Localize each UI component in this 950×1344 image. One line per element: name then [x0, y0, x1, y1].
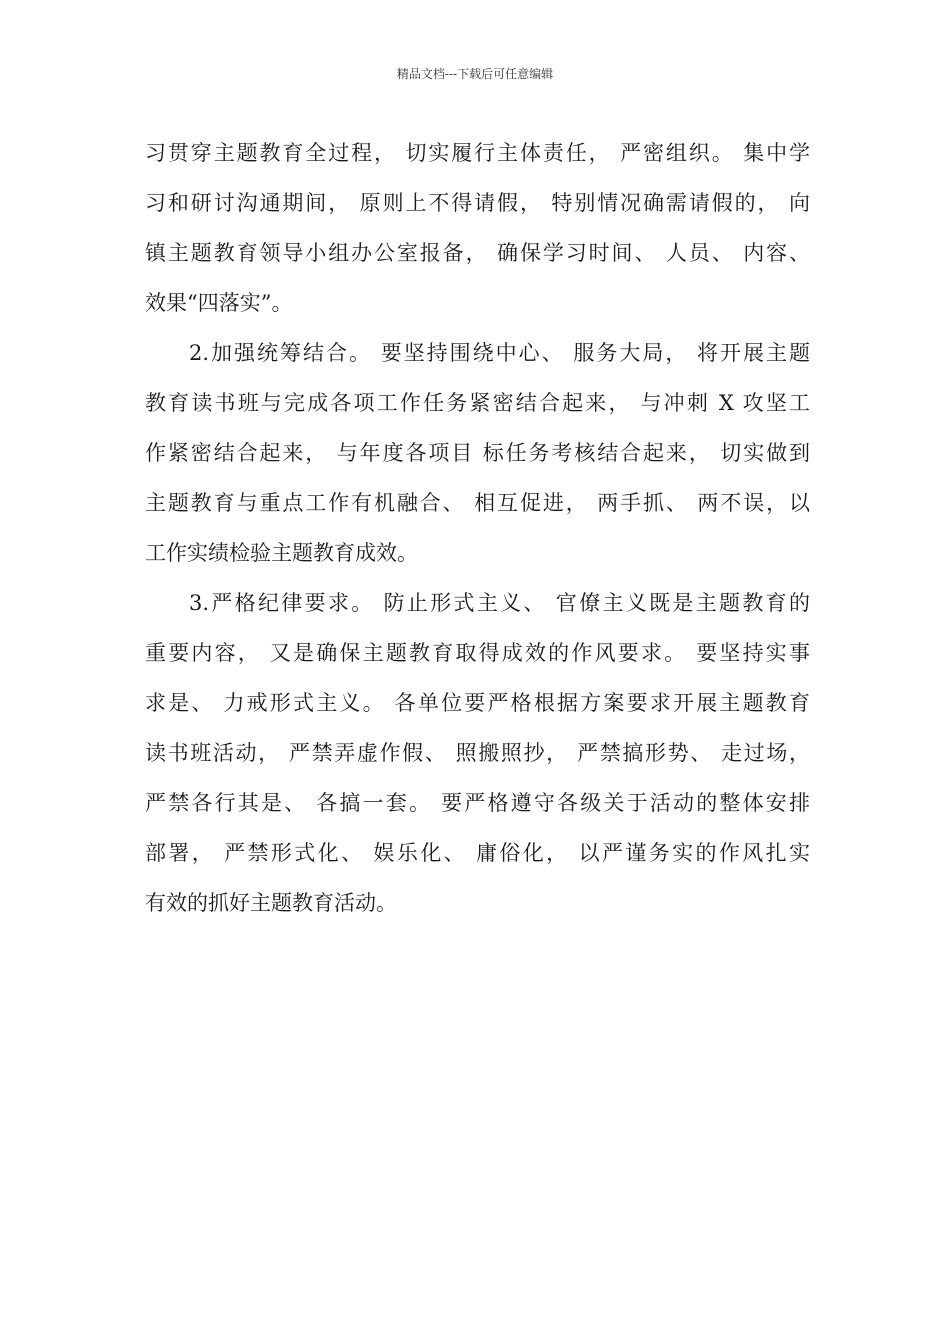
text-line: 教育读书班与完成各项工作任务紧密结合起来， 与冲刺 X 攻坚工	[145, 391, 810, 415]
page-header: 精品文档---下载后可任意编辑	[396, 67, 554, 81]
document-body	[145, 128, 810, 928]
text-line: 严禁各行其是、 各搞一套。 要严格遵守各级关于活动的整体安排	[145, 791, 810, 815]
text-line: 读书班活动， 严禁弄虚作假、 照搬照抄， 严禁搞形势、 走过场，	[145, 741, 810, 765]
text-line: 求是、 力戒形式主义。 各单位要严格根据方案要求开展主题教育	[145, 691, 810, 715]
text-line: 部署， 严禁形式化、 娱乐化、 庸俗化， 以严谨务实的作风扎实	[145, 841, 810, 865]
text-line: 主题教育与重点工作有机融合、 相互促进， 两手抓、 两不误，以	[145, 491, 810, 515]
text-line: 工作实绩检验主题教育成效。	[145, 541, 418, 565]
text-line: 作紧密结合起来， 与年度各项目 标任务考核结合起来， 切实做到	[145, 441, 810, 465]
text-line: 习和研讨沟通期间， 原则上不得请假， 特别情况确需请假的， 向	[145, 191, 810, 215]
text-line: 习贯穿主题教育全过程， 切实履行主体责任， 严密组织。 集中学	[145, 141, 810, 165]
text-line: 重要内容， 又是确保主题教育取得成效的作风要求。 要坚持实事	[145, 641, 810, 665]
text-line-heading: 3.严格纪律要求。 防止形式主义、 官僚主义既是主题教育的	[189, 591, 810, 615]
text-line: 镇主题教育领导小组办公室报备， 确保学习时间、 人员、 内容、	[145, 241, 810, 265]
text-line: 效果“四落实”。	[145, 291, 293, 315]
text-line-heading: 2.加强统筹结合。 要坚持围绕中心、 服务大局， 将开展主题	[189, 341, 810, 365]
text-line: 有效的抓好主题教育活动。	[145, 891, 397, 915]
